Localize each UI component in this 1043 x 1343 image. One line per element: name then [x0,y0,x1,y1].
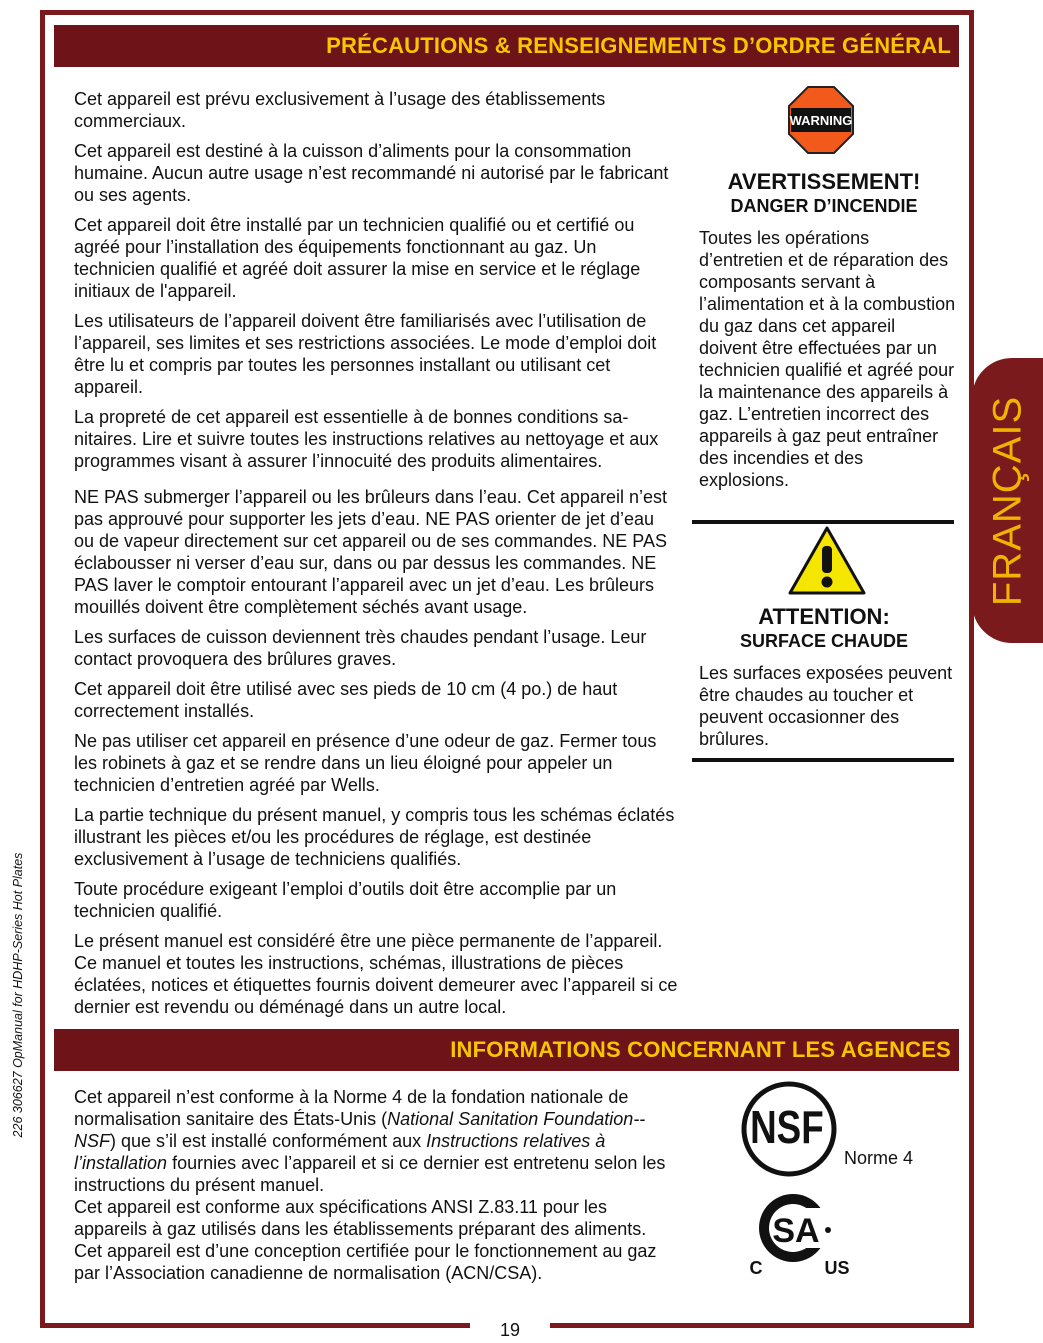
agencies-nsf-paragraph: Cet appareil n’est conforme à la Norme 4 de la fondation nationale de normalisation sanitaire des États-Unis (National Sanitation Foundation--NSF) que s’il est installé conformément aux Instructions relatives à l’installation fournies avec l’appareil et si ce dernier est entretenu selon les instructions du présent manuel. [74,1087,666,1195]
warning-title: AVERTISSEMENT! [727,169,921,194]
precaution-4: Les utilisateurs de l’appareil doivent être familiarisés avec l’utilisation de l’appareil, ses limites et ses restrictions associées. Le mode d’emploi doit être lu et compris par toutes les personnes installant ou utilisant cet appareil. [74,311,657,397]
agencies-text [74,1086,679,1284]
svg-text:NSF: NSF [750,1101,824,1154]
warning-text: Toutes les opérations d’entretien et de réparation des composants servant à l’alimentation et à la combustion du gaz dans cet appareil doivent être effectuées par un technicien qualifié et agréé pour la maintenance des appareils à gaz. L’entretien incorrect des appareils à gaz peut entraîner des incendies et des explosions. [699,228,956,490]
precaution-2: Cet appareil est destiné à la cuisson d’aliments pour la consommation humaine. Aucun autre usage n’est recommandé ni autorisé par le fabricant ou ses agents. [74,141,669,205]
attention-text: Les surfaces exposées peuvent être chaudes au toucher et peuvent occasionner des brûlures. [699,663,953,749]
csa-logo-icon [746,1190,856,1282]
page-number: 19 [499,1320,521,1340]
precaution-5: La propreté de cet appareil est essentielle à de bonnes conditions sa-nitaires. Lire et suivre toutes les instructions relatives au nettoyage et aux programmes visant à assurer l’innocuité des produits alimentaires. [74,407,659,471]
svg-text:SA: SA [772,1212,820,1250]
agencies-ansi-paragraph: Cet appareil est conforme aux spécifications ANSI Z.83.11 pour les appareils à gaz utilisés dans les établissements préparant des aliments. [74,1197,647,1239]
warning-sign-label: WARNING [789,113,853,128]
attention-subtitle: SURFACE CHAUDE [739,631,908,651]
nsf-caption: Norme 4 [844,1148,914,1168]
warning-box [692,169,956,491]
warning-divider [692,520,954,524]
attention-title: ATTENTION: [758,604,890,629]
agencies-csa-paragraph: Cet appareil est d’une conception certifiée pour le fonctionnement au gaz par l’Association canadienne de normalisation (ACN/CSA). [74,1241,657,1283]
precaution-12: Le présent manuel est considéré être une pièce permanente de l’appareil. Ce manuel et toutes les instructions, schémas, illustrations de pièces éclatées, notices et étiquettes fournis doivent demeurer avec l’appareil si ce dernier est revendu ou déménagé dans un autre local. [74,931,678,1017]
precaution-9: Ne pas utiliser cet appareil en présence d’une odeur de gaz. Fermer tous les robinets à gaz et se rendre dans un lieu éloigné pour appeler un technicien d’entretien agréé par Wells. [74,731,657,795]
warning-octagon-icon [788,86,854,154]
attention-divider [692,758,954,762]
precaution-11: Toute procédure exigeant l’emploi d’outils doit être accomplie par un technicien qualifié. [74,879,617,921]
precaution-6: NE PAS submerger l’appareil ou les brûleurs dans l’eau. Cet appareil n’est pas approuvé pour supporter les jets d’eau. NE PAS orienter de jet d’eau ou de vapeur directement sur cet appareil ou de ses commandes. NE PAS éclabousser ni verser d’eau sur, dans ou par dessus les commandes. NE PAS laver le comptoir entourant l’appareil avec un jet d’eau. Les brûleurs mouillés doivent être complètement séchés avant usage. [74,487,667,617]
precautions-banner: PRÉCAUTIONS & RENSEIGNEMENTS D’ORDRE GÉNÉRAL [54,25,959,67]
svg-text:US: US [824,1258,850,1278]
language-tab-label: FRANÇAIS [985,395,1029,606]
caution-triangle-icon [788,526,866,596]
precaution-1: Cet appareil est prévu exclusivement à l’usage des établissements commerciaux. [74,89,606,131]
attention-box [692,604,956,750]
precaution-7: Les surfaces de cuisson deviennent très chaudes pendant l’usage. Leur contact provoquera des brûlures graves. [74,627,647,669]
agencies-banner: INFORMATIONS CONCERNANT LES AGENCES [54,1029,959,1071]
precautions-text [74,88,679,1026]
precaution-8: Cet appareil doit être utilisé avec ses pieds de 10 cm (4 po.) de haut correctement installés. [74,679,618,721]
nsf-logo-icon [740,1080,838,1178]
precaution-10: La partie technique du présent manuel, y compris tous les schémas éclatés illustrant les pièces et/ou les procédures de réglage, est destinée exclusivement à l’usage de techniciens qualifiés. [74,805,675,869]
vertical-footer-text: 226 306627 OpManual for HDHP-Series Hot Plates [11,852,25,1138]
warning-subtitle: DANGER D’INCENDIE [730,196,918,216]
svg-text:C: C [749,1258,763,1278]
precaution-3: Cet appareil doit être installé par un technicien qualifié ou et certifié ou agréé pour l’installation des équipements fonctionnant au gaz. Un technicien qualifié et agréé doit assurer la mise en service et le réglage initiaux de l'appareil. [74,215,641,301]
